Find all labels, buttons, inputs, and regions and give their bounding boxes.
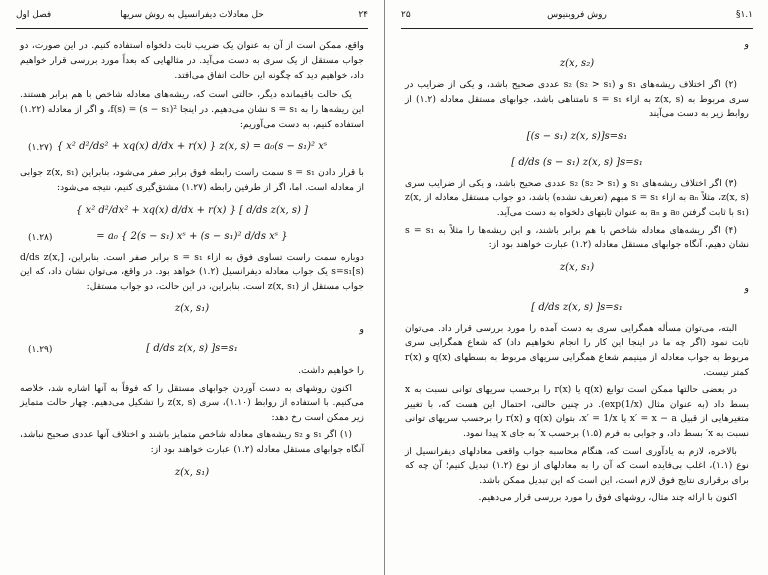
paragraph: البته، می‌توان مسأله همگرایی سری به دست آمده را مورد بررسی قرار داد. می‌توان ثابت نمود (اگر چه ما در اینجا این کار را انجام نخواهیم داد) که شعاع همگرایی سری مربوط به جواب معادله از مینیمم شعاع همگرایی سریهای مربوط به بسطهای q(x) و r(x) کمتر نیست.: [405, 322, 749, 378]
equation-number: (۱.۲۷): [28, 143, 53, 154]
paragraph: (۴) اگر ریشه‌های معادله شاخص با هم برابر باشند، و این ریشه‌ها را مثلاً به s = s₁ نشان دهیم، آنگاه جوابهای مستقل معادله (۱.۲) عبارت خواهند بود از:: [405, 224, 749, 251]
right-page: [385, 0, 768, 575]
header-rule: [16, 28, 368, 29]
left-page-body: [20, 38, 364, 569]
equation-text: z(x, s₁): [174, 466, 210, 478]
equation-z-s1: [20, 297, 364, 323]
equation-z-s2: [405, 52, 749, 78]
paragraph: در بعضی حالتها ممکن است توابع q(x) یا r(x) را برحسب سریهای توانی نسبت به x بسط داد (به عنوان مثال exp(1/x)). در چنین حالتی، احتمال این هست که، با تغییر متغیرهایی از قبیل x′ = x − a یا x′ = 1/x، بتوان q(x) و r(x) را برحسب سریهای توانی نسبت به x′ بسط داد، و جوابی به فرم (۱.۵) برحسب x′ به جای x پیدا نمود.: [405, 384, 750, 439]
equation-text: [(s − s₁) z(x, s)]s=s₁: [526, 130, 628, 142]
header-rule: [401, 28, 753, 29]
paragraph: دوباره سمت راست تساوی فوق به ازاء s = s₁ برابر صفر است. بنابراین، [d/ds z(x, s)]s=s₁ یک جواب معادله دیفرانسیل (۱.۲) خواهد بود. در واقع، می‌توان نشان داد، که این جواب مستقل از z(x, s₁) است. بنابراین، در این حالت، دو جواب مستقل:: [20, 251, 365, 292]
paragraph: (۱) اگر s₁ و s₂ ریشه‌های معادله شاخص متمایز باشند و اختلاف آنها عددی صحیح نباشد، آنگاه جوابهای مستقل معادله (۱.۲) عبارت خواهند بود از:: [20, 429, 364, 455]
equation-text: [ d/ds z(x, s) ]s=s₁: [531, 301, 623, 313]
equation-number: (۱.۲۹): [28, 345, 53, 356]
right-page-body: [405, 38, 749, 569]
conjunction: و: [359, 324, 364, 336]
equation-case4-b: [405, 296, 749, 322]
equation-text: z(x, s₂): [559, 58, 595, 69]
chapter-label: فصل اول: [16, 10, 52, 20]
equation-z-s1-bottom: [20, 461, 364, 487]
conjunction: و: [744, 39, 749, 50]
equation-text: [ d/ds (s − s₁) z(x, s) ]s=s₁: [511, 156, 643, 168]
page-number: ۲۵: [401, 10, 411, 20]
equation-case2-b: [405, 151, 749, 177]
paragraph: واقع، ممکن است از آن به عنوان یک ضریب ثابت دلخواه استفاده کنیم. در این صورت، دو جواب مستقل از یک سری به دست می‌آید. در مثالهایی که بعداً مورد بررسی قرار خواهیم داد، خواهیم دید که چگونه این حالت اتفاق می‌افتد.: [20, 40, 364, 82]
paragraph: اکنون با ارائه چند مثال، روشهای فوق را مورد بررسی قرار می‌دهیم.: [478, 492, 737, 504]
equation-number: (۱.۲۸): [28, 232, 53, 243]
equation-text: { x² d²/dx² + xq(x) d/dx + r(x) } [ d/ds z(x, s) ]: [76, 204, 308, 216]
paragraph: را خواهیم داشت.: [298, 365, 364, 377]
conjunction: و: [744, 282, 749, 294]
equation-1-27: [20, 135, 364, 165]
equation-1-29: [20, 337, 364, 363]
equation-text: = a₀ { 2(s − s₁) xˢ + (s − s₁)² d/ds xˢ }: [96, 230, 288, 242]
right-page-header: [401, 10, 753, 24]
section-label: §۱.۱: [735, 10, 753, 20]
equation-1-28-line2: [20, 225, 364, 251]
paragraph: با قرار دادن s = s₁ سمت راست رابطه فوق برابر صفر می‌شود، بنابراین z(x, s₁) جوابی از معادله است. اما، اگر از طرفین رابطه (۱.۲۷) مشتق‌گیری کنیم، نتیجه می‌شود:: [20, 167, 364, 194]
equation-text: { x² d²/ds² + xq(x) d/dx + r(x) } z(x, s) = a₀(s − s₁)² xˢ: [56, 141, 328, 153]
paragraph: (۲) اگر اختلاف ریشه‌های s₁ و s₂ (s₂ > s₁) عددی صحیح باشد، و یکی از ضرایب در سری مربوط به z(x, s) به ازاء s = s₁ نامتناهی باشد، جوابهای مستقل معادله (۱.۲) از روابط زیر به دست می‌آیند: [405, 79, 750, 120]
equation-1-28-line1: [20, 199, 364, 225]
equation-text: [ d/ds z(x, s) ]s=s₁: [146, 343, 238, 355]
equation-text: z(x, s₁): [559, 261, 595, 273]
paragraph: (۳) اگر اختلاف ریشه‌های s₁ و s₂ (s₂ > s₁) عددی صحیح باشد، و یکی از ضرایب سری z(x, s)، مثلاً aₙ به ازاء s = s₁ مبهم (تعریف نشده) باشد، دو جواب مستقل معادله از z(x, s₁) با ثابت گرفتن a₀ و aₙ به عنوان ثابتهای دلخواه به دست می‌آید.: [405, 177, 750, 218]
paragraph: اکنون روشهای به دست آوردن جوابهای مستقل را که فوقاً به آنها اشاره شد، خلاصه می‌کنیم. با استفاده از روابط (۱.۱۰)، سری z(x, s) را تشکیل می‌دهیم. چهار حالت متمایز زیر ممکن است رخ دهد:: [20, 382, 364, 423]
paragraph: یک حالت باقیمانده دیگر، حالتی است که، ریشه‌های معادله شاخص با هم برابر هستند. این ریشه‌ها را به s = s₁ نشان می‌دهیم. در اینجا f(s) = (s − s₁)²، و اگر از معادله (۱.۲۲) استفاده کنیم، به دست می‌آوریم:: [20, 88, 365, 131]
equation-case2-a: [405, 125, 749, 151]
equation-text: z(x, s₁): [174, 303, 210, 315]
running-title: حل معادلات دیفرانسیل به روش سریها: [120, 10, 264, 20]
left-page-header: [16, 10, 368, 24]
equation-case4-a: [405, 256, 749, 282]
paragraph: بالاخره، لازم به یادآوری است که، هنگام محاسبه جواب واقعی معادلهای دیفرانسیل از نوع (۱.۱)، اغلب بی‌فایده است که آن را به معادلهای از نوع (۱.۲) تبدیل کنیم؛ آن چه که برای برقراری نتایج فوق لازم است، این است که این تبدیل ممکن باشد.: [405, 445, 749, 486]
running-title: روش فروبنیوس: [547, 10, 607, 20]
page-number: ۲۴: [358, 10, 368, 20]
